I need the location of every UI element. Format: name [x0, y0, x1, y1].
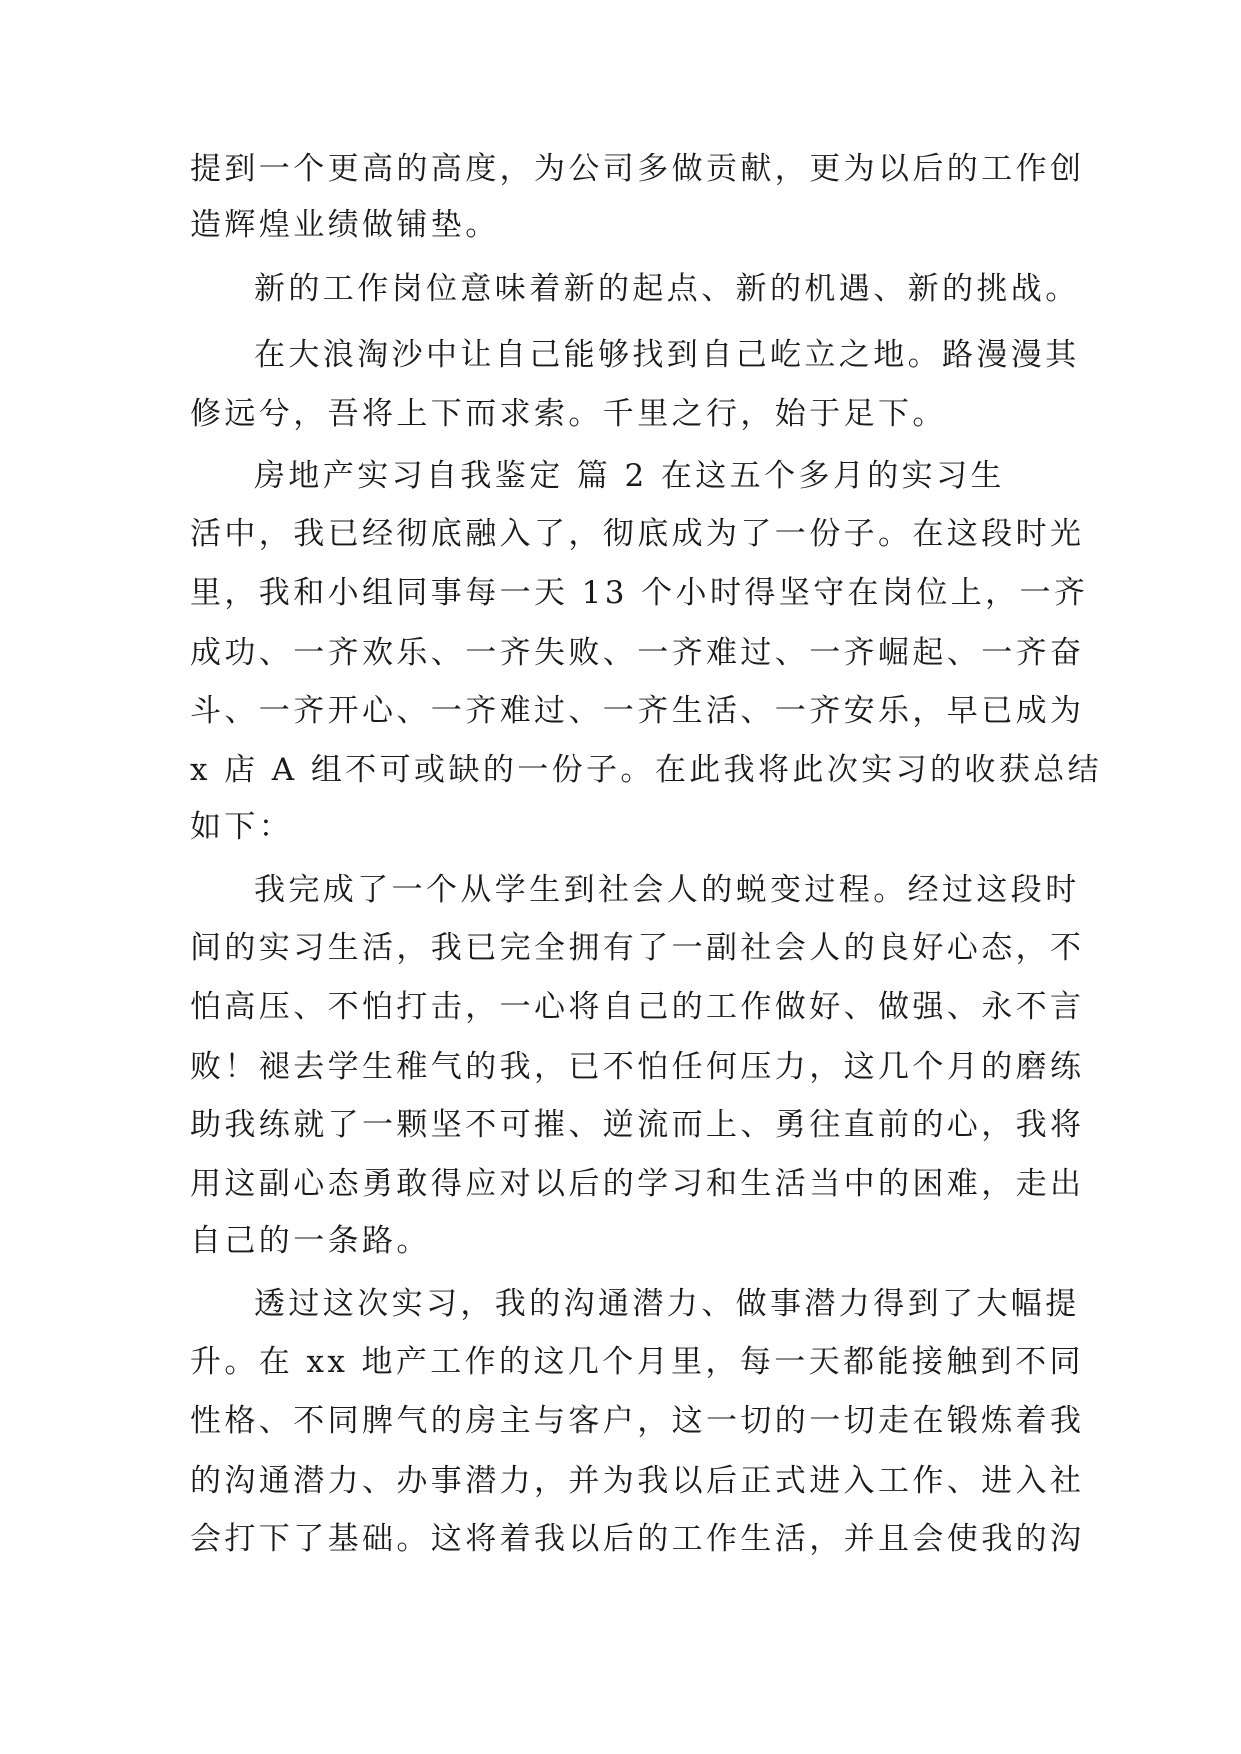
text-line: 成功、一齐欢乐、一齐失败、一齐难过、一齐崛起、一齐奋 [190, 635, 1085, 671]
text-line: 造辉煌业绩做铺垫。 [190, 207, 500, 243]
text-line: 如下： [190, 809, 294, 845]
text-line: 自己的一条路。 [190, 1223, 431, 1259]
text-line: 会打下了基础。这将着我以后的工作生活，并且会使我的沟 [190, 1521, 1085, 1557]
paragraph-first-line: 在大浪淘沙中让自己能够找到自己屹立之地。路漫漫其 [254, 337, 1080, 373]
text-line: 升。在 xx 地产工作的这几个月里，每一天都能接触到不同 [190, 1344, 1084, 1380]
text-line: 里，我和小组同事每一天 13 个小时得坚守在岗位上，一齐 [190, 575, 1089, 611]
text-line: 活中，我已经彻底融入了，彻底成为了一份子。在这段时光 [190, 516, 1085, 552]
text-line: 斗、一齐开心、一齐难过、一齐生活、一齐安乐，早已成为 [190, 693, 1085, 729]
text-line: 助我练就了一颗坚不可摧、逆流而上、勇往直前的心，我将 [190, 1107, 1085, 1143]
text-line: 提到一个更高的高度，为公司多做贡献，更为以后的工作创 [190, 151, 1085, 187]
paragraph-first-line: 新的工作岗位意味着新的起点、新的机遇、新的挑战。 [254, 271, 1080, 307]
paragraph-first-line: 透过这次实习，我的沟通潜力、做事潜力得到了大幅提 [254, 1286, 1080, 1322]
text-line: 怕高压、不怕打击，一心将自己的工作做好、做强、永不言 [190, 989, 1085, 1025]
section-heading-line: 房地产实习自我鉴定 篇 2 在这五个多月的实习生 [254, 458, 1005, 494]
paragraph-first-line: 我完成了一个从学生到社会人的蜕变过程。经过这段时 [254, 872, 1080, 908]
text-line: 败！褪去学生稚气的我，已不怕任何压力，这几个月的磨练 [190, 1049, 1085, 1085]
text-line: 性格、不同脾气的房主与客户，这一切的一切走在锻炼着我 [190, 1403, 1085, 1439]
text-line: 用这副心态勇敢得应对以后的学习和生活当中的困难，走出 [190, 1166, 1085, 1202]
text-line: x 店 A 组不可或缺的一份子。在此我将此次实习的收获总结 [190, 752, 1103, 788]
text-line: 间的实习生活，我已完全拥有了一副社会人的良好心态，不 [190, 930, 1085, 966]
text-line: 修远兮，吾将上下而求索。千里之行，始于足下。 [190, 396, 947, 432]
text-line: 的沟通潜力、办事潜力，并为我以后正式进入工作、进入社 [190, 1463, 1085, 1499]
